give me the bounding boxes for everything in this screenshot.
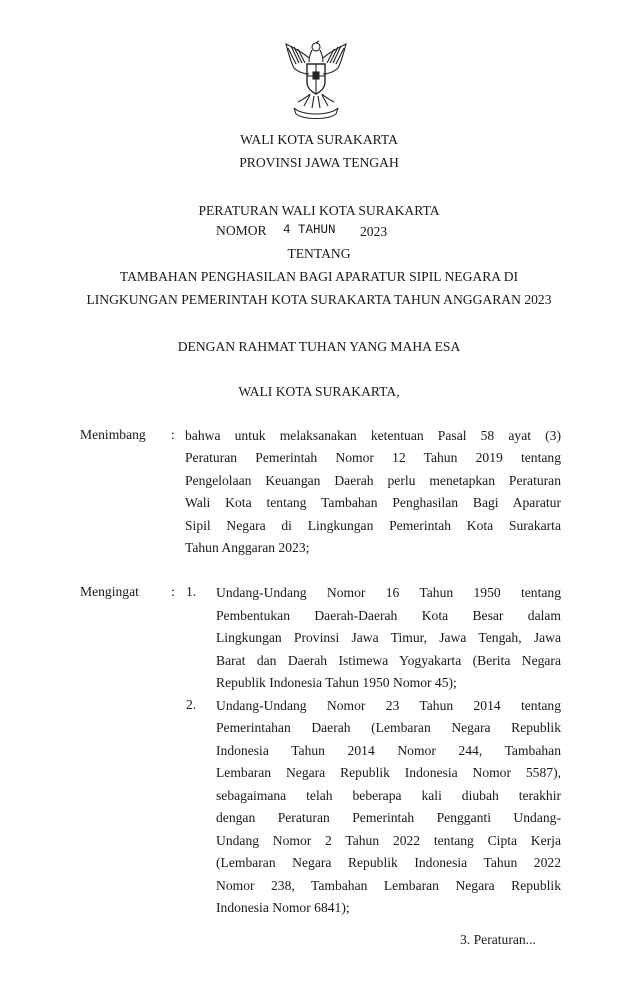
regulation-title: PERATURAN WALI KOTA SURAKARTA [198, 203, 440, 218]
menimbang-line: Wali Kota tentang Tambahan Penghasilan Bagi Aparatur [185, 495, 561, 510]
mengingat-item-line: Undang-Undang Nomor 16 Tahun 1950 tentang [216, 585, 561, 600]
subject-line-2: LINGKUNGAN PEMERINTAH KOTA SURAKARTA TAHUN ANGGARAN 2023 [86, 292, 552, 307]
mengingat-item-line: sebagaimana telah beberapa kali diubah terakhir [216, 788, 561, 803]
menimbang-line: Pengelolaan Keuangan Daerah perlu menetapkan Peraturan [185, 473, 561, 488]
mengingat-item-line: Pembentukan Daerah-Daerah Kota Besar dalam [216, 608, 561, 623]
year-label: TAHUN [298, 223, 336, 237]
mengingat-item-number: 2. [186, 697, 197, 712]
mengingat-item-line: Lingkungan Provinsi Jawa Timur, Jawa Tengah, Jawa [216, 630, 561, 645]
mengingat-item-line: Barat dan Daerah Istimewa Yogyakarta (Berita Negara [216, 653, 561, 668]
mengingat-item-line: Undang Nomor 2 Tahun 2022 tentang Cipta Kerja [216, 833, 561, 848]
menimbang-line: bahwa untuk melaksanakan ketentuan Pasal 58 ayat (3) [185, 428, 561, 443]
authority-line-2: PROVINSI JAWA TENGAH [239, 155, 399, 170]
mengingat-label: Mengingat [80, 584, 139, 599]
mengingat-item-line: Pemerintahan Daerah (Lembaran Negara Republik [216, 720, 561, 735]
menimbang-colon: : [171, 427, 175, 442]
about-heading: TENTANG [287, 246, 351, 261]
mengingat-item-line: Lembaran Negara Republik Indonesia Nomor 5587), [216, 765, 561, 780]
preamble: DENGAN RAHMAT TUHAN YANG MAHA ESA [177, 339, 461, 354]
garuda-emblem-icon [274, 38, 358, 122]
subject-line-1: TAMBAHAN PENGHASILAN BAGI APARATUR SIPIL NEGARA DI [119, 269, 519, 284]
year-value: 2023 [360, 224, 388, 239]
menimbang-label: Menimbang [80, 427, 146, 442]
menimbang-line: Peraturan Pemerintah Nomor 12 Tahun 2019 tentang [185, 450, 561, 465]
issuer: WALI KOTA SURAKARTA, [238, 384, 400, 399]
menimbang-line: Sipil Negara di Lingkungan Pemerintah Kota Surakarta [185, 518, 561, 533]
mengingat-colon: : [171, 584, 175, 599]
number-label: NOMOR [216, 223, 267, 238]
authority-line-1: WALI KOTA SURAKARTA [240, 132, 398, 147]
mengingat-item-line: Indonesia Tahun 2014 Nomor 244, Tambahan [216, 743, 561, 758]
mengingat-item-line: (Lembaran Negara Republik Indonesia Tahun 2022 [216, 855, 561, 870]
mengingat-item-line: Nomor 238, Tambahan Lembaran Negara Republik [216, 878, 561, 893]
mengingat-item-line: dengan Peraturan Pemerintah Pengganti Undang- [216, 810, 561, 825]
number-value: 4 [283, 223, 291, 237]
menimbang-line: Tahun Anggaran 2023; [185, 540, 310, 555]
mengingat-item-line: Indonesia Nomor 6841); [216, 900, 350, 915]
continuation-marker: 3. Peraturan... [460, 932, 536, 947]
mengingat-item-line: Undang-Undang Nomor 23 Tahun 2014 tentang [216, 698, 561, 713]
mengingat-item-line: Republik Indonesia Tahun 1950 Nomor 45); [216, 675, 457, 690]
mengingat-item-number: 1. [186, 584, 197, 599]
